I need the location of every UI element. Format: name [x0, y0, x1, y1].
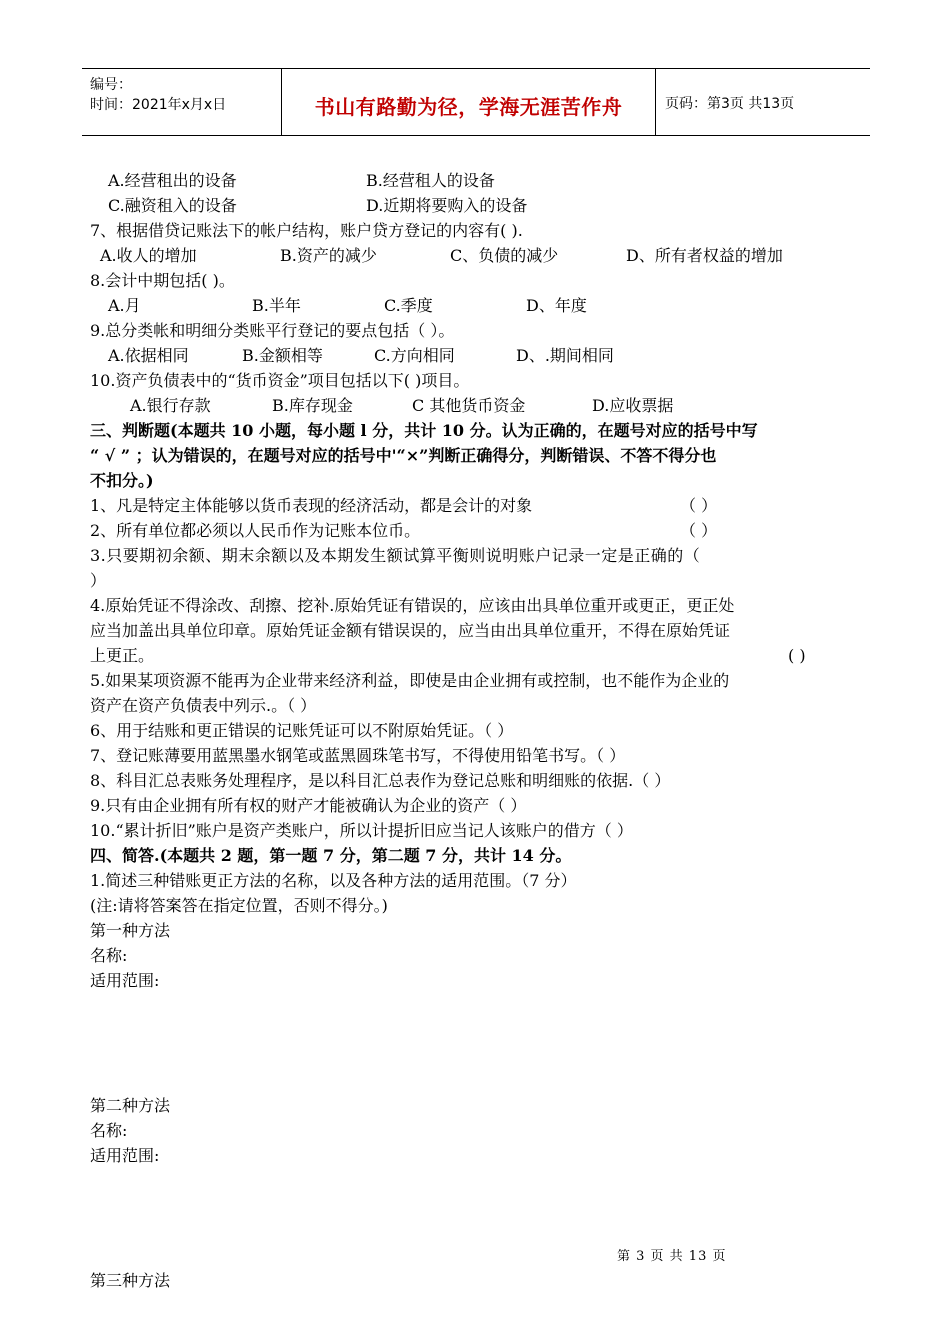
q7-option-c: C、负债的减少: [450, 246, 559, 265]
q8-option-b: B.半年: [252, 296, 301, 315]
judge-item-4-bracket: ( ): [788, 646, 806, 665]
judge-item-7: 7、登记账薄要用蓝黑墨水钢笔或蓝黑圆珠笔书写，不得使用铅笔书写。（ ）: [90, 746, 626, 765]
q7-option-a: A.收人的增加: [100, 246, 197, 265]
judge-item-2-bracket: （ ）: [680, 521, 718, 540]
judge-item-1: [90, 493, 862, 518]
judge-item-4-line-3: [90, 643, 862, 668]
q8-option-d: D、年度: [526, 296, 587, 315]
q6-option-d: D.近期将要购入的设备: [366, 196, 528, 215]
page-footer: 第 3 页 共 13 页: [617, 1249, 727, 1264]
q9-option-d: D、.期间相同: [516, 346, 614, 365]
q6-options-row-1: [90, 168, 862, 193]
method-1-answer-space: [90, 993, 862, 1093]
section4-question-1: 1.简述三种错账更正方法的名称，以及各种方法的适用范围。（7 分）: [90, 871, 577, 890]
judge-item-6: 6、用于结账和更正错误的记账凭证可以不附原始凭证。（ ）: [90, 721, 514, 740]
q8-option-c: C.季度: [384, 296, 433, 315]
q9-option-b: B.金额相等: [242, 346, 323, 365]
q6-option-a: A.经营租出的设备: [108, 171, 237, 190]
q8-option-a: A.月: [108, 296, 141, 315]
q7-option-d: D、所有者权益的增加: [626, 246, 783, 265]
judge-item-4-line-2: 应当加盖出具单位印章。原始凭证金额有错误误的，应当由出具单位重开，不得在原始凭证: [90, 621, 731, 640]
q10-options: [90, 393, 862, 418]
judge-item-4-line-1: 4.原始凭证不得涂改、刮擦、挖补.原始凭证有错误的，应该由出具单位重开或更正，更正处: [90, 596, 735, 615]
q8-stem: 8.会计中期包括( )。: [90, 271, 235, 290]
q6-options-row-2: [90, 193, 862, 218]
judge-item-9: 9.只有由企业拥有所有权的财产才能被确认为企业的资产（ ）: [90, 796, 527, 815]
header-motto-cell: [282, 69, 656, 135]
q7-options: [90, 243, 862, 268]
method-1-scope-label: 适用范围:: [90, 971, 160, 990]
motto: 书山有路勤为径，学海无涯苦作舟: [314, 95, 623, 119]
q8-options: [90, 293, 862, 318]
judge-item-3-line-1: 3.只要期初余额、期末余额以及本期发生额试算平衡则说明账户记录一定是正确的（: [90, 546, 701, 565]
page-label: 页码：第3页 共13页: [665, 96, 795, 112]
q7-option-b: B.资产的减少: [280, 246, 377, 265]
judge-item-1-text: 1、凡是特定主体能够以货币表现的经济活动，都是会计的对象: [90, 496, 533, 515]
document-body: [90, 168, 862, 1293]
section3-title-line-2: “ √ ” ；认为错误的，在题号对应的括号中'“×”判断正确得分，判断错误、不答不得分也: [90, 446, 717, 465]
judge-item-10: 10.“累计折旧”账户是资产类账户，所以计提折旧应当记人该账户的借方（ ）: [90, 821, 633, 840]
method-2-name-label: 名称:: [90, 1121, 128, 1140]
judge-item-2: [90, 518, 862, 543]
q10-stem: 10.资产负债表中的“货币资金”项目包括以下( )项目。: [90, 371, 470, 390]
time-label: 时间：2021年x月x日: [90, 97, 227, 113]
method-2-heading: 第二种方法: [90, 1096, 171, 1115]
q9-option-c: C.方向相同: [374, 346, 455, 365]
number-label: 编号：: [90, 77, 132, 93]
method-1-name-label: 名称:: [90, 946, 128, 965]
judge-item-5-line-1: 5.如果某项资源不能再为企业带来经济利益，即使是由企业拥有或控制，也不能作为企业的: [90, 671, 730, 690]
q10-option-d: D.应收票据: [592, 396, 674, 415]
q9-options: [90, 343, 862, 368]
judge-item-1-bracket: （ ）: [680, 496, 718, 515]
judge-item-4-line-3-text: 上更正。: [90, 646, 155, 665]
section3-title-line-3: 不扣分。): [90, 471, 154, 490]
q10-option-b: B.库存现金: [272, 396, 353, 415]
q6-option-c: C.融资租入的设备: [108, 196, 237, 215]
section4-title: 四、简答.(本题共 2 题，第一题 7 分，第二题 7 分，共计 14 分。: [90, 846, 572, 865]
judge-item-5-line-2: 资产在资产负债表中列示.。（ ）: [90, 696, 317, 715]
q10-option-c: C 其他货币资金: [412, 396, 526, 415]
q7-stem: 7、根据借贷记账法下的帐户结构，账户贷方登记的内容有( ).: [90, 221, 523, 240]
q9-option-a: A.依据相同: [108, 346, 189, 365]
q10-option-a: A.银行存款: [130, 396, 211, 415]
method-2-scope-label: 适用范围:: [90, 1146, 160, 1165]
method-3-heading: 第三种方法: [90, 1271, 171, 1290]
method-1-heading: 第一种方法: [90, 921, 171, 940]
judge-item-2-text: 2、所有单位都必须以人民币作为记账本位币。: [90, 521, 421, 540]
section4-note: (注:请将答案答在指定位置，否则不得分。): [90, 896, 388, 915]
judge-item-8: 8、科目汇总表账务处理程序，是以科目汇总表作为登记总账和明细账的依据.（ ）: [90, 771, 671, 790]
q9-stem: 9.总分类帐和明细分类账平行登记的要点包括（ ）。: [90, 321, 455, 340]
method-2-answer-space: [90, 1168, 862, 1268]
header-left-cell: [82, 69, 282, 135]
judge-item-3-line-2: ）: [90, 571, 107, 590]
q6-option-b: B.经营租人的设备: [366, 171, 495, 190]
page-header: [82, 68, 870, 136]
section3-title-line-1: 三、判断题(本题共 10 小题，每小题 l 分，共计 10 分。认为正确的，在题号对应的括号中写: [90, 421, 758, 440]
